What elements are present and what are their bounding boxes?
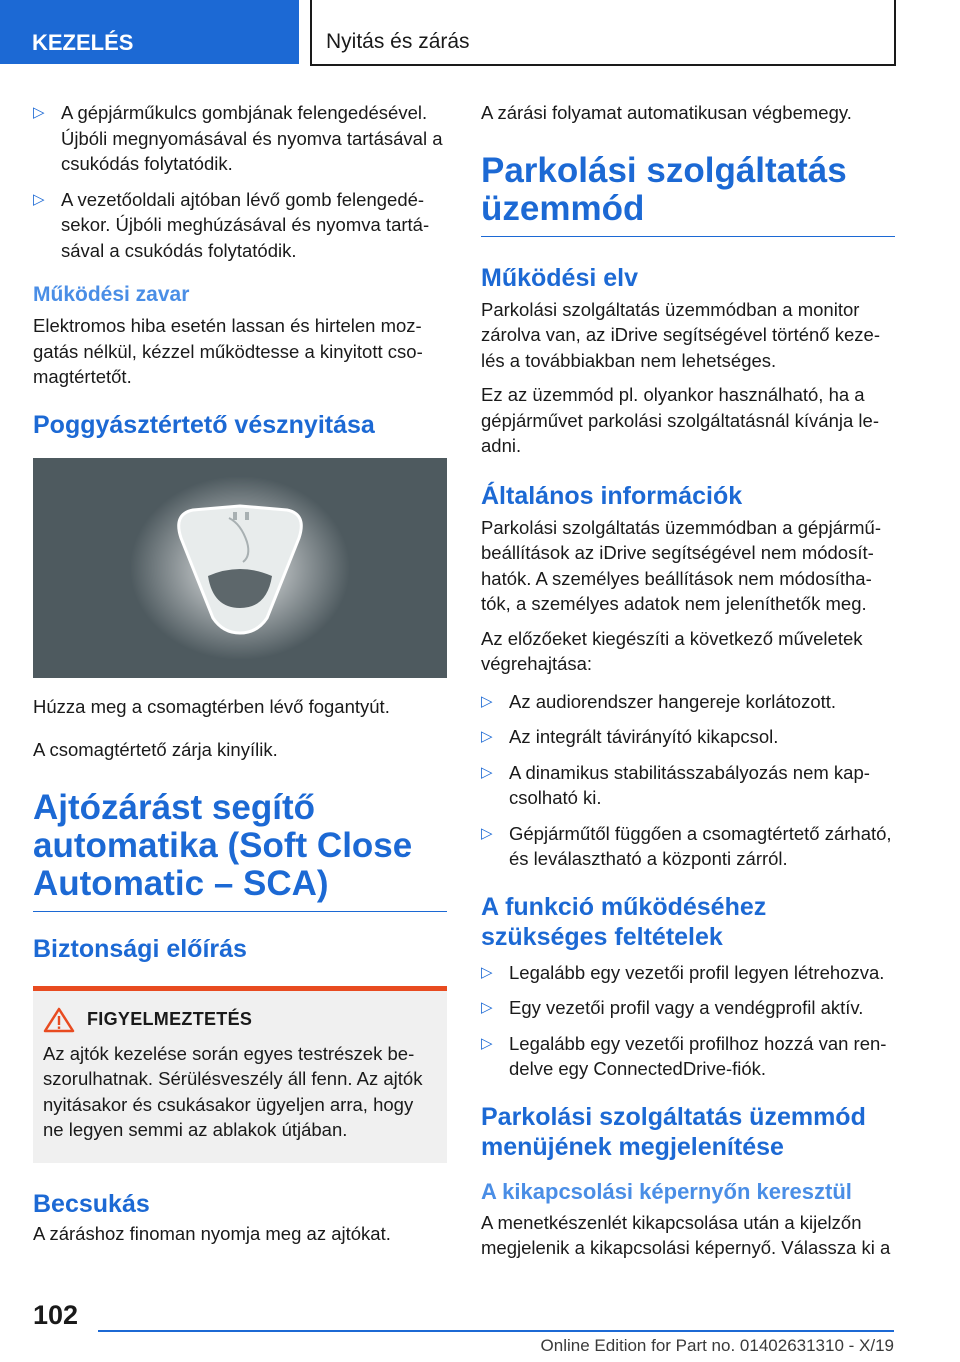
triangle-bullet-icon: ▷ (481, 824, 493, 842)
triangle-bullet-icon: ▷ (481, 692, 493, 710)
paragraph-zarasi: A zárási folyamat automatikusan végbemegy. (481, 102, 852, 123)
list-item-text: A vezetőoldali ajtóban lévő gomb felengedésekor. Újbóli meghúzásával és nyomva tartásával a csukódás folytatódik. (61, 188, 430, 261)
paragraph-huzza: Húzza meg a csomagtérben lévő fogantyút. (33, 695, 390, 717)
heading-becsukas: Becsukás (33, 1189, 150, 1218)
footer-edition: Online Edition for Part no. 01402631310 - X/19 (540, 1336, 894, 1355)
paragraph-zavar: Elektromos hiba esetén lassan és hirtelen mozgatás nélkül, kézzel működtesse a kinyitott csomagtértetőt. (33, 315, 423, 387)
warning-box (33, 986, 447, 1163)
list-item (481, 689, 895, 715)
list-item-text: Az audiorendszer hangereje korlátozott. (509, 690, 837, 712)
heading-altalanos-informaciok: Általános információk (481, 481, 743, 510)
paragraph-zarja: A csomagtértető zárja kinyílik. (33, 739, 278, 760)
list-item (481, 995, 895, 1021)
paragraph-kikapcs: A menetkészenlét kikapcsolása után a kijelzőn megjelenik a kikapcsolási képernyő. Válassza ki a (481, 1211, 891, 1258)
chapter-title: Nyitás és zárás (310, 0, 896, 66)
triangle-bullet-icon: ▷ (481, 1034, 493, 1052)
heading-poggyasztertero-vesznyitas: Poggyásztértető vésznyitása (33, 410, 375, 439)
heading-sca: Ajtózárást segítő automatika (Soft Close Automatic – SCA) (33, 789, 447, 912)
page-number: 102 (33, 1300, 79, 1330)
paragraph-elv-2: Ez az üzemmód pl. olyankor használható, ha a gépjárművet parkolási szolgáltatásnál kívánja leadni. (481, 384, 879, 456)
list-item-text: Gépjárműtől függően a csomagtértető zárható, és leválasztható a központi zárról. (509, 822, 892, 869)
heading-kikapcsolasi-kepernyo: A kikapcsolási képernyőn keresztül (481, 1178, 852, 1204)
triangle-bullet-icon: ▷ (481, 999, 493, 1016)
list-item (481, 1031, 895, 1082)
section-tab[interactable]: KEZELÉS (0, 0, 299, 64)
trunk-handle-illustration (33, 458, 447, 678)
triangle-bullet-icon: ▷ (33, 104, 45, 121)
triangle-bullet-icon: ▷ (481, 728, 493, 745)
list-item-text: A dinamikus stabilitásszabályozás nem kapcsolható ki. (509, 761, 870, 808)
list-item-text: A gépjárműkulcs gombjának felengedésével. Újbóli megnyomásával és nyomva tartásával a csukódás folytatódik. (61, 102, 443, 174)
paragraph-alt-2: Az előzőeket kiegészíti a következő műveletek végrehajtása: (481, 627, 863, 674)
emergency-release-handle-icon (33, 458, 447, 678)
list-item-text: Legalább egy vezetői profilhoz hozzá van rendelve egy ConnectedDrive-fiók. (509, 1032, 887, 1079)
paragraph-becsukas: A záráshoz finoman nyomja meg az ajtókat. (33, 1222, 391, 1244)
heading-mukodesi-elv: Működési elv (481, 263, 638, 292)
warning-header (43, 1007, 437, 1033)
list-item (33, 100, 447, 177)
list-item (481, 960, 895, 986)
heading-parkolasi-szolgaltatas: Parkolási szolgáltatás üzemmód (481, 152, 895, 237)
left-column (33, 100, 447, 1255)
warning-label: FIGYELMEZTETÉS (87, 1008, 253, 1029)
heading-feltetelek: A funkció működéséhez szükséges feltételek (481, 892, 767, 951)
list-item (481, 821, 895, 872)
list-item-text: Az integrált távirányító kikapcsol. (509, 726, 779, 747)
heading-biztonsagi-eloiras: Biztonsági előírás (33, 934, 247, 963)
triangle-bullet-icon: ▷ (481, 763, 493, 781)
right-column (481, 100, 895, 1270)
list-item (481, 760, 895, 811)
warning-text: Az ajtók kezelése során egyes testrészek beszorulhatnak. Sérülésveszély áll fenn. Az ajtók nyitásakor és csukásakor ügyeljen arra, hogy ne legyen semmi az ablakok útjában. (43, 1042, 423, 1140)
heading-menu-megjelenitese: Parkolási szolgáltatás üzemmód menüjének megjelenítése (481, 1102, 866, 1161)
list-item (33, 187, 447, 264)
list-item-text: Egy vezetői profil vagy a vendégprofil aktív. (509, 997, 864, 1018)
list-item-text: Legalább egy vezetői profil legyen létrehozva. (509, 961, 885, 983)
paragraph-alt-1: Parkolási szolgáltatás üzemmódban a gépjárműbeállítások az iDrive segítségével nem módosíthatók. A személyes beállítások nem módosíthatók, a személyes adatok nem jeleníthetők meg. (481, 516, 882, 614)
list-item (481, 724, 895, 750)
triangle-bullet-icon: ▷ (33, 190, 45, 208)
triangle-bullet-icon: ▷ (481, 963, 493, 981)
heading-mukodesi-zavar: Működési zavar (33, 283, 190, 306)
footer-divider (98, 1330, 894, 1332)
paragraph-elv-1: Parkolási szolgáltatás üzemmódban a monitor zárolva van, az iDrive segítségével történő kezelés a továbbiakban nem lehetséges. (481, 298, 880, 371)
warning-triangle-icon (43, 1007, 75, 1033)
